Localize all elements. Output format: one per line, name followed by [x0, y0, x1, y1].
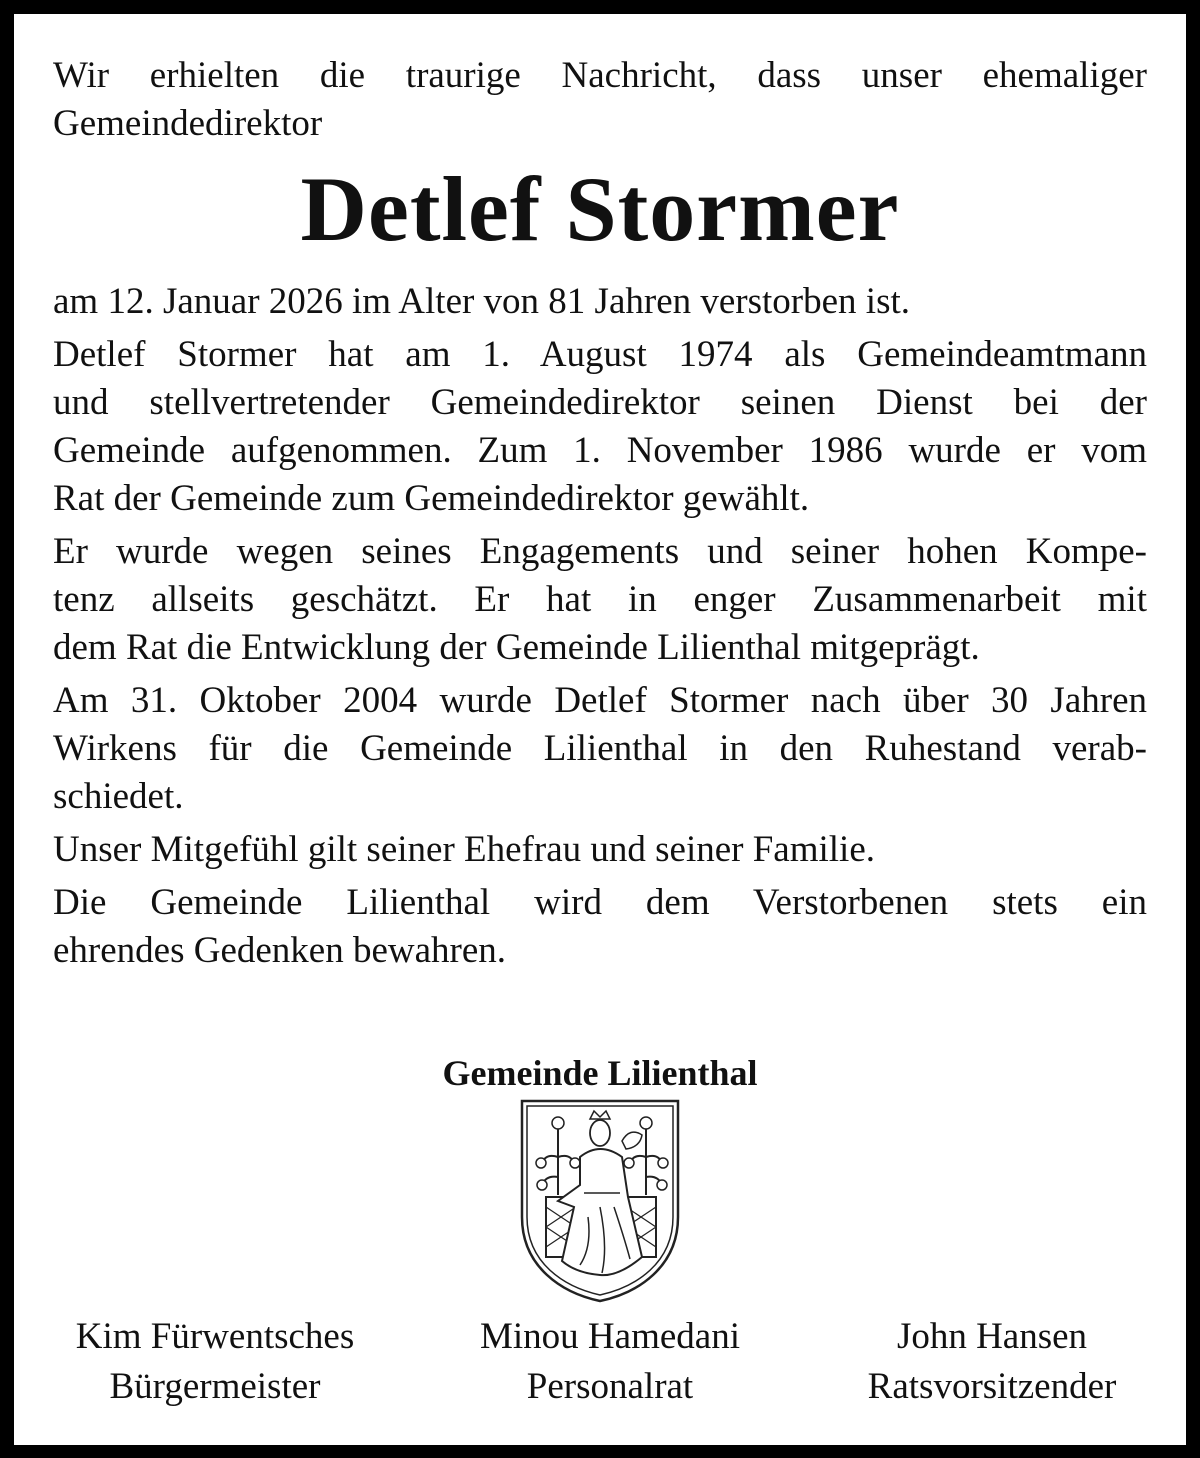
signatory-name: Minou Hamedani [480, 1316, 740, 1357]
paragraph-line: dem Rat die Entwicklung der Gemeinde Lilienthal mitgeprägt. [53, 627, 980, 668]
paragraph [53, 331, 1147, 523]
intro-line: Wir erhielten die traurige Nachricht, dass unser ehemaliger [53, 55, 1147, 96]
intro-line: Gemeindedirektor [53, 103, 323, 144]
signatory-role: Ratsvorsitzender [867, 1366, 1117, 1407]
paragraph-line: Gemeinde aufgenommen. Zum 1. November 1986 wurde er vom [53, 430, 1147, 471]
signatory [15, 1312, 415, 1412]
deceased-name: Detlef Stormer [300, 158, 900, 260]
paragraph-line: Am 31. Oktober 2004 wurde Detlef Stormer nach über 30 Jahren [53, 680, 1147, 721]
obituary-body [53, 52, 1147, 980]
paragraph-line: Die Gemeinde Lilienthal wird dem Verstorbenen stets ein [53, 882, 1147, 923]
signatory [792, 1312, 1192, 1412]
signatory-role: Bürgermeister [109, 1366, 321, 1407]
paragraph-line: tenz allseits geschätzt. Er hat in enger Zusammenarbeit mit [53, 579, 1147, 620]
paragraph-line: Wirkens für die Gemeinde Lilienthal in den Ruhestand verab- [53, 728, 1147, 769]
coat-of-arms-icon [518, 1097, 682, 1303]
paragraph-line: schiedet. [53, 776, 184, 817]
paragraph [53, 826, 1147, 874]
paragraph [53, 879, 1147, 975]
paragraph-line: ehrendes Gedenken bewahren. [53, 930, 507, 971]
paragraph-line: am 12. Januar 2026 im Alter von 81 Jahren verstorben ist. [53, 281, 910, 322]
paragraph [53, 677, 1147, 821]
signatory [410, 1312, 810, 1412]
signatory-name: John Hansen [896, 1316, 1088, 1357]
paragraph-line: und stellvertretender Gemeindedirektor seinen Dienst bei der [53, 382, 1147, 423]
paragraph [53, 278, 1147, 326]
organization-name: Gemeinde Lilienthal [442, 1053, 758, 1093]
signatory-role: Personalrat [526, 1366, 694, 1407]
signatory-name: Kim Fürwentsches [75, 1316, 355, 1357]
paragraph-line: Unser Mitgefühl gilt seiner Ehefrau und seiner Familie. [53, 829, 876, 870]
paragraph-line: Detlef Stormer hat am 1. August 1974 als Gemeindeamtmann [53, 334, 1147, 375]
paragraph [53, 528, 1147, 672]
paragraph-line: Er wurde wegen seines Engagements und seiner hohen Kompe- [53, 531, 1147, 572]
intro-text [53, 52, 1147, 148]
paragraph-line: Rat der Gemeinde zum Gemeindedirektor gewählt. [53, 478, 810, 519]
